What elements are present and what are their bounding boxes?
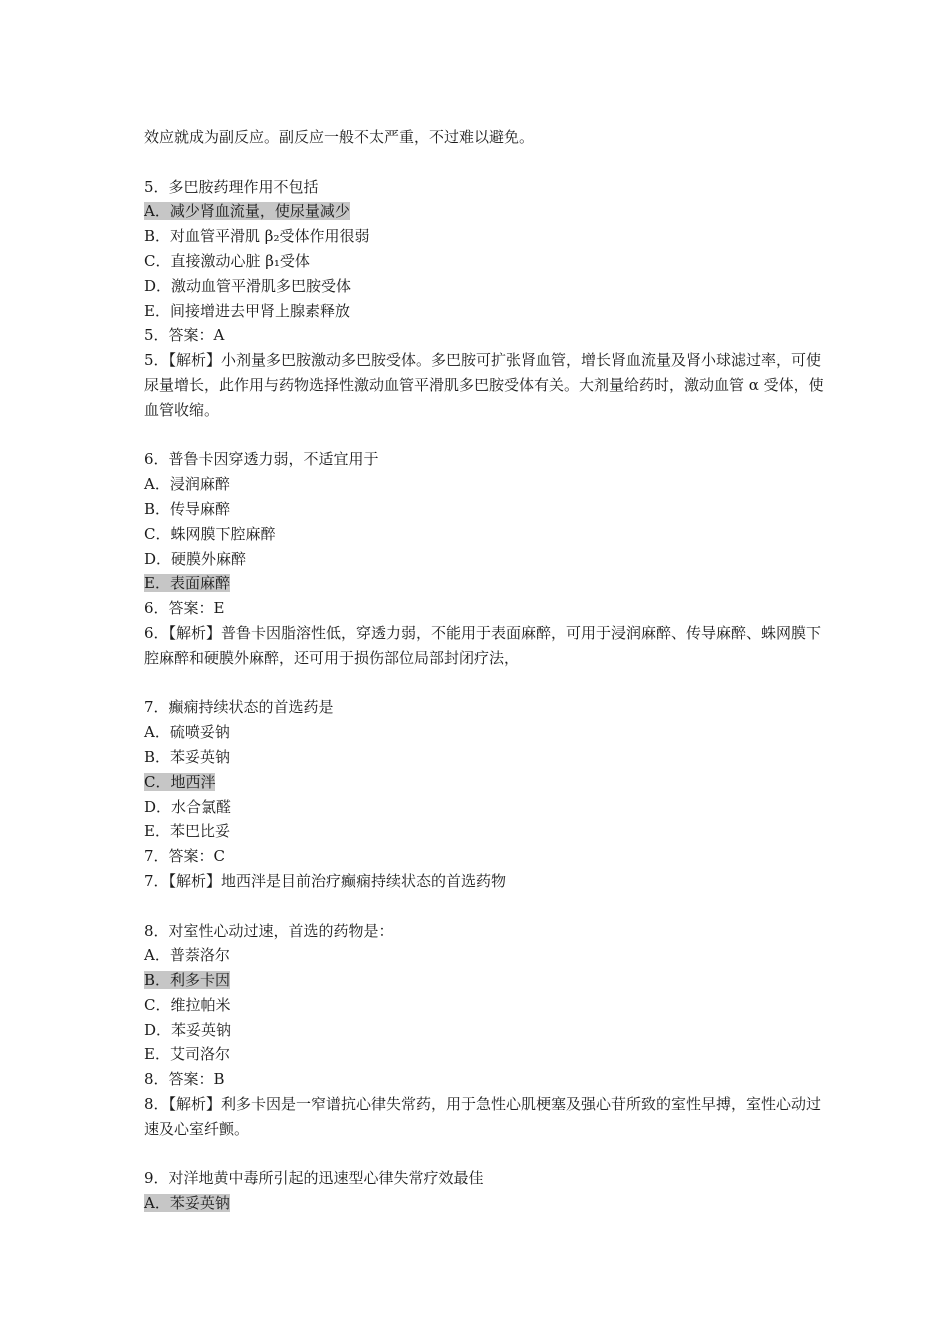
option-b-highlighted: B．利多卡因 — [144, 971, 231, 990]
answer-text: 7．答案：C — [144, 847, 226, 866]
spacer — [144, 1142, 824, 1167]
question-text: 6．普鲁卡因穿透力弱，不适宜用于 — [144, 450, 379, 469]
question-block — [144, 447, 824, 670]
option-e: E．苯巴比妥 — [144, 822, 230, 841]
option-e: E．艾司洛尔 — [144, 1045, 230, 1064]
question-text: 5．多巴胺药理作用不包括 — [144, 177, 319, 196]
answer-text: 6．答案：E — [144, 599, 225, 618]
analysis-text: 7．【解析】地西泮是目前治疗癫痫持续状态的首选药物 — [144, 871, 507, 890]
option-a: A．普萘洛尔 — [144, 946, 230, 965]
option-c: C．蛛网膜下腔麻醉 — [144, 524, 276, 543]
option-a-highlighted: A．苯妥英钠 — [144, 1194, 230, 1213]
option-d: D．激动血管平滑肌多巴胺受体 — [144, 276, 352, 295]
option-d: D．水合氯醛 — [144, 797, 232, 816]
option-b: B．传导麻醉 — [144, 499, 231, 518]
spacer — [144, 671, 824, 696]
intro-text: 效应就成为副反应。副反应一般不太严重，不过难以避免。 — [144, 128, 535, 146]
document-content — [144, 125, 824, 1216]
question-block — [144, 919, 824, 1142]
analysis-text: 8．【解析】利多卡因是一窄谱抗心律失常药，用于急性心肌梗塞及强心苷所致的室性早搏，室性心动过速及心室纤颤。 — [144, 1095, 822, 1138]
option-a: A．浸润麻醉 — [144, 475, 230, 494]
question-block — [144, 175, 824, 423]
option-c: C．直接激动心脏 β₁受体 — [144, 251, 310, 270]
option-b: B．对血管平滑肌 β₂受体作用很弱 — [144, 227, 370, 246]
option-c-highlighted: C．地西泮 — [144, 772, 216, 791]
option-c: C．维拉帕米 — [144, 995, 231, 1014]
option-d: D．硬膜外麻醉 — [144, 549, 247, 568]
option-a: A．硫喷妥钠 — [144, 723, 230, 742]
option-e: E．间接增进去甲肾上腺素释放 — [144, 301, 350, 320]
option-d: D．苯妥英钠 — [144, 1020, 232, 1039]
spacer — [144, 423, 824, 448]
answer-text: 5．答案：A — [144, 326, 225, 345]
option-a-highlighted: A．减少肾血流量，使尿量减少 — [144, 202, 350, 221]
question-text: 8．对室性心动过速，首选的药物是： — [144, 921, 394, 940]
option-b: B．苯妥英钠 — [144, 747, 231, 766]
question-block — [144, 1166, 824, 1216]
spacer — [144, 894, 824, 919]
question-text: 9．对洋地黄中毒所引起的迅速型心律失常疗效最佳 — [144, 1169, 484, 1188]
analysis-text: 5．【解析】小剂量多巴胺激动多巴胺受体。多巴胺可扩张肾血管，增长肾血流量及肾小球滤过率，可使尿量增长，此作用与药物选择性激动血管平滑肌多巴胺受体有关。大剂量给药时，激动血管 α 受体，使血管收缩。 — [144, 351, 824, 419]
analysis-text: 6．【解析】普鲁卡因脂溶性低，穿透力弱，不能用于表面麻醉，可用于浸润麻醉、传导麻醉、蛛网膜下腔麻醉和硬膜外麻醉，还可用于损伤部位局部封闭疗法， — [144, 623, 822, 667]
spacer — [144, 150, 824, 175]
answer-text: 8．答案：B — [144, 1070, 225, 1089]
question-text: 7．癫痫持续状态的首选药是 — [144, 698, 334, 717]
question-block — [144, 695, 824, 893]
option-e-highlighted: E．表面麻醉 — [144, 574, 230, 593]
